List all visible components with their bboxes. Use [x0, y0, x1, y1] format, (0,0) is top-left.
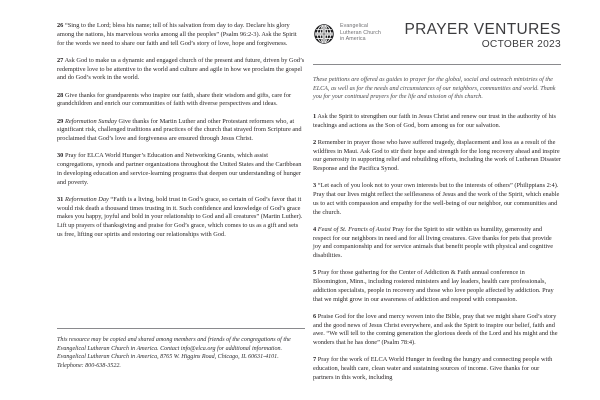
prayer-entry-number: 31: [57, 195, 64, 203]
prayer-entry-number: 26: [57, 22, 64, 29]
prayer-entry-text: “Faith is a living, bold trust in God’s grace, so certain of God’s favor that it would risk death a thousand times trusting in it. Such confidence and knowledge of God’s grace makes you happy, joyful and bold in your relationship to God and all creatures” (Martin Luther). Lift up prayers of thanksgiving and praise for God’s grace, which comes to us as a gift and sets us free, lifting our spirits and restoring our relationships with God.: [57, 195, 303, 238]
footer: [57, 328, 305, 377]
prayer-entry-text: Pray for those gathering for the Center of Addiction & Faith annual conference in Bloomington, Minn., including rostered ministers and lay leaders, health care professionals, addiction specialists, people in recovery and those who love people affected by addiction. Pray that we might grow in our awareness of addiction and respond with compassion.: [313, 269, 554, 303]
intro-paragraph: These petitions are offered as guides to prayer for the global, social and outreach ministries of the ELCA, as well as for the needs and circumstances of our neighbors, communities and world. Thank you for your continued prayers for the life and mission of this church.: [313, 77, 556, 101]
prayer-entry-number: 27: [57, 56, 64, 64]
masthead: [313, 22, 561, 56]
prayer-entry: [57, 92, 305, 110]
prayer-entry: [57, 118, 305, 144]
right-column: [313, 0, 561, 400]
page-title: PRAYER VENTURES: [404, 21, 561, 38]
prayer-entry-text: Give thanks for grandparents who inspire our faith, share their wisdom and gifts, care for grandchildren and enrich our communities of faith with diverse perspectives and ideas.: [57, 91, 292, 108]
prayer-entry-text: Pray for ELCA World Hunger’s Education and Networking Grants, which assist congregations, synods and partner organizations throughout the United States and the Caribbean in developing education and service-learning programs that deepen our understanding of hunger and poverty.: [57, 152, 302, 186]
prayer-entry: [313, 226, 561, 261]
prayer-entry-number: 7: [313, 356, 317, 364]
title-block: [404, 21, 561, 51]
prayer-entry: [313, 113, 561, 131]
prayer-entry-number: 29: [57, 117, 64, 125]
prayer-entry-number: 6: [313, 312, 317, 320]
prayer-entry-number: 5: [313, 269, 317, 277]
footer-divider: [57, 328, 305, 329]
brand-line-3: in America: [340, 36, 366, 43]
brand-lockup: [313, 22, 381, 45]
prayer-entry-number: 1: [313, 112, 317, 120]
prayer-entry: [57, 152, 305, 187]
right-column-entries: [313, 113, 561, 383]
prayer-entry-text: “Sing to the Lord; bless his name; tell of his salvation from day to day. Declare his glory among the nations, his marvelous works among all the peoples” (Psalm 96:2-3). Ask the Spirit for the words we need to share our faith and tell God’s story of love, hope and forgiveness.: [57, 22, 297, 47]
left-column-entries: [57, 22, 305, 240]
elca-globe-cross-logo-icon: [313, 23, 335, 45]
prayer-entry-number: 30: [57, 152, 64, 160]
page-date: OCTOBER 2023: [481, 39, 561, 50]
prayer-entry-number: 2: [313, 138, 317, 146]
prayer-entry-emphasis: Feast of St. Francis of Assisi: [317, 225, 391, 233]
prayer-entry: [313, 313, 561, 348]
prayer-entry: [313, 139, 561, 174]
prayer-entry-text: Pray for the Spirit to stir within us humility, generosity and respect for our neighbors in need and for all living creatures. Give thanks for pets that provide joy and companionship and for service animals that benefit people with physical and cognitive disabilities.: [313, 225, 554, 260]
prayer-entry-number: 28: [57, 91, 64, 99]
prayer-entry-text: Praise God for the love and mercy woven into the Bible, pray that we might share God’s story and the good news of Jesus Christ everywhere, and ask the Spirit to inspire our belief, faith and awe. “We will tell to the coming generation the glorious deeds of the Lord and his might and the wonders that he has done” (Psalm 78:4).: [313, 312, 558, 347]
brand-line-2: Lutheran Church: [340, 29, 381, 36]
brand-wordmark: [340, 22, 381, 43]
prayer-entry-text: “Let each of you look not to your own interests but to the interests of others” (Philippians 2:4). Pray that our lives might reflect the selflessness of Jesus and the work of the Spirit, which enable us to act with compassion and empathy for the well-being of our neighbor, our communities and the church.: [313, 182, 560, 216]
prayer-entry-text: Ask God to make us a dynamic and engaged church of the present and future, driven by God’s redemptive love to be attentive to the world and culture and agile in how we proclaim the gospel and do God’s work in the world.: [57, 56, 305, 82]
brand-line-1: Evangelical: [340, 23, 369, 29]
prayer-entry-text: Pray for the work of ELCA World Hunger in feeding the hungry and connecting people with education, health care, clean water and sustaining sources of income. Give thanks for our partners in this work, including: [313, 356, 553, 381]
prayer-entry-number: 4: [313, 225, 317, 233]
prayer-entry-text: Remember in prayer those who have suffered tragedy, displacement and loss as a result of the wildfires in Maui. Ask God to stir their hope and strength for the long recovery ahead and inspire our generosity in supporting relief and rebuilding efforts, including the work of Lutheran Disaster Response and the Pacifica Synod.: [313, 138, 561, 173]
prayer-entry-text: Give thanks for Martin Luther and other Protestant reformers who, at significant risk, challenged traditions and practices of the church that strayed from Scripture and proclaimed that God’s love and forgiveness are ensured through Jesus Christ.: [57, 117, 302, 142]
header-divider: [313, 64, 561, 65]
prayer-entry-emphasis: Reformation Sunday: [64, 117, 117, 125]
left-column: [57, 0, 305, 400]
prayer-entry: [57, 196, 305, 240]
prayer-entry: [313, 356, 561, 382]
prayer-entry: [313, 269, 561, 304]
prayer-entry: [57, 22, 305, 48]
footer-text: This resource may be copied and shared among members and friends of the congregations of the Evangelical Lutheran Church in America. Contact info@elca.org for additional information. Evangelical Lutheran Church in America, 8765 W. Higgins Road, Chicago, IL 60631-4101. Telephone: 800-638-3522.: [57, 337, 291, 370]
prayer-entry-number: 3: [313, 182, 317, 190]
prayer-entry-emphasis: Reformation Day: [64, 195, 109, 203]
prayer-entry: [57, 57, 305, 83]
prayer-entry: [313, 182, 561, 217]
prayer-entry-text: Ask the Spirit to strengthen our faith in Jesus Christ and renew our trust in the authority of his teachings and actions as the Son of God, born among us for our salvation.: [313, 112, 556, 129]
